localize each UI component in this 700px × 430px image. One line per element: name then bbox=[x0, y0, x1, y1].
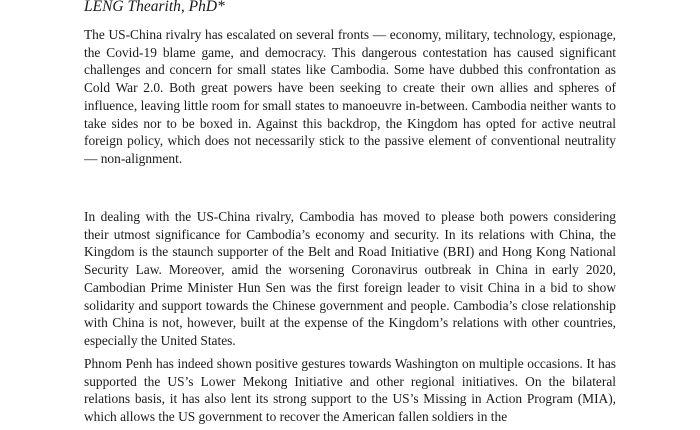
paragraph-1: The US-China rivalry has escalated on several fronts — economy, military, technology, espionage, the Covid-19 blame game, and democracy. This dangerous contestation has caused significant challenges and concern for small states like Cambodia. Some have dubbed this confrontation as Cold War 2.0. Both great powers have been seeking to create their own allies and spheres of influence, leaving little room for small states to manoeuvre in-between. Cambodia neither wants to take sides nor to be boxed in. Against this backdrop, the Kingdom has opted for active neutral foreign policy, which does not necessarily stick to the passive element of conventional neutrality — non-alignment. bbox=[84, 27, 616, 166]
paragraph-3: Phnom Penh has indeed shown positive gestures towards Washington on multiple occasions. It has supported the US’s Lower Mekong Initiative and other regional initiatives. On the bilateral relations basis, it has also lent its strong support to the US’s Missing in Action Program (MIA), which allows the US government to recover the American fallen soldiers in the bbox=[84, 356, 616, 425]
author-byline: LENG Thearith, PhD* bbox=[84, 0, 225, 15]
paragraph-2: In dealing with the US-China rivalry, Cambodia has moved to please both powers considering their utmost significance for Cambodia’s economy and security. In its relations with China, the Kingdom is the staunch supporter of the Belt and Road Initiative (BRI) and Hong Kong National Security Law. Moreover, amid the worsening Coronavirus outbreak in China in early 2020, Cambodian Prime Minister Hun Sen was the first foreign leader to visit China in a bid to show solidarity and support towards the Chinese government and people. Cambodia’s close relationship with China is not, however, built at the expense of the Kingdom’s relations with other countries, especially the United States. bbox=[84, 209, 616, 348]
